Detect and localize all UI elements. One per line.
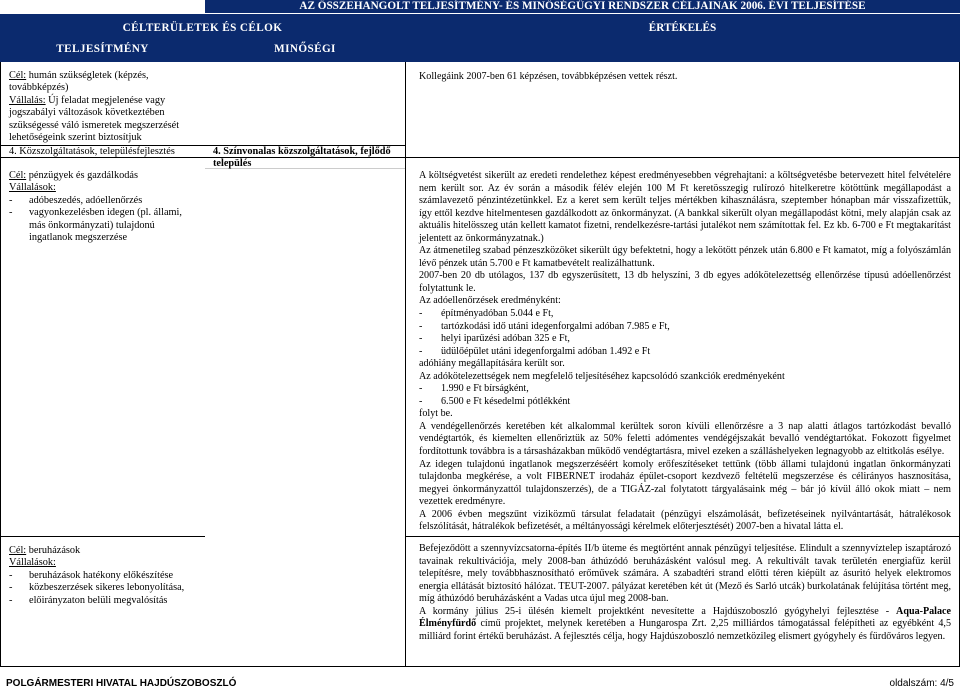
goal-label: Cél: [9, 545, 27, 556]
list-item: - beruházások hatékony előkészítése [9, 569, 174, 581]
grid-line [405, 157, 960, 158]
goal-text: pénzügyek és gazdálkodás [26, 170, 138, 181]
header-blank [405, 37, 960, 62]
goal-block-finance [9, 170, 199, 244]
list-item: - helyi iparűzési adóban 325 e Ft, [419, 333, 570, 345]
paragraph: Befejeződött a szennyvízcsatorna-építés II/b üteme és megtörtént annak pénzügyi teljesítése. Elindult a szennyvíztelep iszaptározó tavainak rekultivációja, mely 2008-ban áthúzódó beruházásként valósul meg. A rekultivált tavak területén energiafűz kerül telepítésre, mely továbbhasznosítható erőművek számára. A szabadtéri strand előtti téren kiépült az ásuritó helyek elektromos energia ellátását biztosító hálózat. TEUT-2007. pályázat keretében két út (Mező és Sarló utcák) burkolatának felújítása történt meg, míg áthúzódó beruházásként a Vadas utca újul meg 2008-ban. [419, 543, 951, 605]
grid-line [0, 62, 1, 666]
goal-block-training [9, 70, 197, 144]
grid-line [0, 666, 960, 667]
list-item: - üdülőépület utáni idegenforgalmi adóban 1.492 e Ft [419, 345, 651, 357]
list-item: - adóbeszedés, adóellenőrzés [9, 194, 143, 206]
grid-line [405, 536, 960, 537]
paragraph: folyt be. [419, 408, 453, 420]
commitment-label: Vállalás: [9, 94, 46, 106]
evaluation-investments [419, 543, 951, 643]
header-targets: CÉLTERÜLETEK ÉS CÉLOK [0, 14, 405, 37]
goal-label: Cél: [9, 70, 27, 81]
paragraph: 2007-ben 20 db utólagos, 137 db egyszerűsített, 13 db helyszíni, 3 db egyes adókötelezettség ellenőrzése típusú adóellenőrzést folytattunk le. [419, 270, 951, 294]
paragraph: A kormány július 25-i ülésén kiemelt projektként nevesítette a Hajdúszoboszló gyógyhelyi fejlesztése - Aqua-Palace Élményfürdő című projektet, melynek keretében a Hungarospa Zrt. 2,25 milliárdos támogatással felépítheti az egyébként 4,5 milliárd forint értékű beruházást. A fejlesztés célja, hogy Hajdúszoboszló nemzetközileg elismert gyógyhely és fürdőváros legyen. [419, 605, 951, 642]
goal-text: humán szükségletek (képzés, továbbképzés) [9, 70, 149, 94]
header-evaluations: ÉRTÉKELÉS [405, 14, 960, 37]
goal-label: Cél: [9, 170, 27, 181]
paragraph: Az adóellenőrzések eredményként: [419, 295, 561, 307]
paragraph: Az átmenetileg szabad pénzeszközöket sikerült úgy befektetni, hogy a lekötött pénzek után 6.800 e Ft kamatot, míg a folyószámlán lévő pénzek után 5.700 e Ft kamatbevételt realizálhattunk. [419, 245, 951, 269]
evaluation-finance [419, 170, 951, 534]
list-item: - építményadóban 5.044 e Ft, [419, 308, 554, 320]
section-title-quality-services: 4. Színvonalas közszolgáltatások, fejlődő település [213, 146, 391, 170]
header-quality: MINŐSÉGI [205, 37, 405, 62]
paragraph: adóhiány megállapítására került sor. [419, 358, 565, 370]
paragraph: Az idegen tulajdonú ingatlanok megszerzéséért komoly erőfeszítéseket tettünk (több állami tulajdonú ingatlan önkormányzati tulajdonba megkérése, a volt FIBERNET irodaház épület-csoport kezdvező feltételű megszerzése és célirányos hasznosítása, megyei önkormányzattól tulajdonszerzés), de a TIGÁZ-zal folytatott tárgyalásaink még – bár jó kívül álló okok miatt – nem vezettek eredményre. [419, 458, 951, 508]
list-item: - 1.990 e Ft bírságként, [419, 383, 529, 395]
list-item: - tartózkodási idő utáni idegenforgalmi adóban 7.985 e Ft, [419, 320, 670, 332]
paragraph: A 2006 évben megszűnt viziközmű társulat feladatait (pénzügyi elszámolását, befizetéseinek nyilvántartását, hátralékosok felszólítását, hátralékok befizetését, a méltányossági kérelmek előterjesztését) 2007-ben a hivatal látta el. [419, 508, 951, 533]
commitments-label: Vállalások: [9, 182, 56, 194]
list-item: - 6.500 e Ft késedelmi pótlékként [419, 395, 571, 407]
commitments-label: Vállalások: [9, 557, 56, 569]
grid-line [405, 62, 406, 666]
page-number: oldalszám: 4/5 [889, 678, 954, 689]
section-title-services: 4. Közszolgáltatások, településfejlesztés [9, 146, 175, 157]
commitment-text: Új feladat megjelenése vagy jogszabályi változások következtében szükségessé váló ismeretek megszerzését lehetőségeink szerint biztosítjuk [9, 94, 180, 144]
project-name: Aqua-Palace Élményfürdő [419, 605, 951, 630]
evaluation-training: Kollegáink 2007-ben 61 képzésen, továbbképzésen vettek részt. [419, 71, 678, 82]
list-item: - előirányzaton belüli megvalósítás [9, 594, 168, 606]
goal-text: beruházások [26, 545, 81, 556]
paragraph: A költségvetést sikerült az eredeti rendelethez képest eredményesebben végrehajtani: a költségvetésbe betervezett hitel felvételére nem került sor. Az év során a második félév elején 100 M Ft keretösszegig rulírozó hitelkeretre kötöttünk megállapodást a számlavezető pénzintézetünkkel. Ez a keret sem került teljes mértékben kihasználásra, szeptember hónapban már visszafizettük, így ettől kezdve hitelmentesen gazdálkodott az önkormányzat. (A bankkal sikerült olyan megállapodást kötni, mely alapján csak az aktuális hitelösszeg után kellett kamatot fizetni, rendelkezésre-tartási jutalékot nem számítottak fel. Ez kb. 6-700 e Ft megtakarítást jelentett az önkormányzatnak.) [419, 170, 951, 244]
document-title: AZ ÖSSZEHANGOLT TELJESÍTMÉNY- ÉS MINŐSÉGÜGYI RENDSZER CÉLJAINAK 2006. ÉVI TELJESÍTÉSE [205, 0, 960, 13]
header-performance: TELJESÍTMÉNY [0, 37, 205, 62]
paragraph: Az adókötelezettségek nem megfelelő teljesítéséhez kapcsolódó szankciók eredményeként [419, 370, 785, 382]
goal-block-investments [9, 545, 199, 607]
paragraph: A vendégellenőrzés keretében két alkalommal kerültek soron kívüli ellenőrzésre a 3 nap alatti átlagos tartózkodást bevalló vendégtartók, és kiemelten ellenőriztük az 50% feletti adómentes vendégéjszakát bevalló vendégtartókat. Fokozott figyelmet fordítottunk továbbra is a társasházakban működő vendégtartásra, mivel ezeken a szálláshelyeken legnagyobb az eltitkolás esélye. [419, 420, 951, 458]
list-item: - vagyonkezelésben idegen (pl. állami, más önkormányzati) tulajdonú ingatlanok megszerzése [9, 207, 182, 244]
list-item: - közbeszerzések sikeres lebonyolítása, [9, 582, 185, 594]
footer-office: POLGÁRMESTERI HIVATAL HAJDÚSZOBOSZLÓ [6, 678, 237, 689]
grid-line [0, 536, 205, 537]
